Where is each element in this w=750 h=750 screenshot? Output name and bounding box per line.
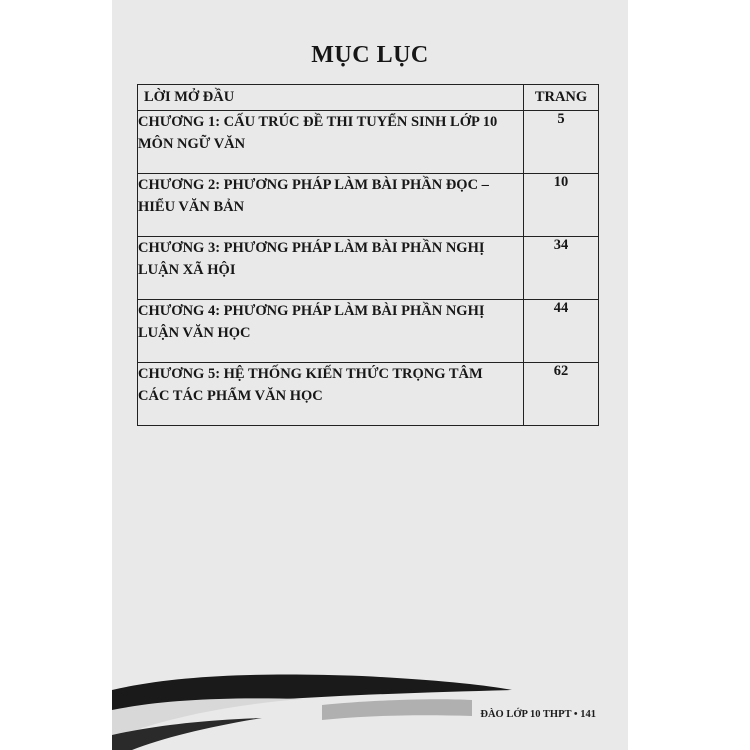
page-number: 62 [524, 363, 599, 426]
chapter-title-line: CHƯƠNG 2: PHƯƠNG PHÁP LÀM BÀI PHẦN ĐỌC – [138, 177, 489, 193]
chapter-title-line: LUẬN VĂN HỌC [138, 325, 251, 341]
chapter-title-line: MÔN NGỮ VĂN [138, 136, 246, 152]
chapter-title-line: CHƯƠNG 5: HỆ THỐNG KIẾN THỨC TRỌNG TÂM [138, 366, 483, 382]
chapter-title-line: CÁC TÁC PHẨM VĂN HỌC [138, 388, 323, 404]
chapter-title-line: HIỂU VĂN BẢN [138, 199, 245, 215]
page-title: MỤC LỤC [311, 42, 429, 68]
chapter-title-line: CHƯƠNG 3: PHƯƠNG PHÁP LÀM BÀI PHẦN NGHỊ [138, 240, 485, 256]
page-number: 10 [524, 174, 599, 237]
running-footer: ĐÀO LỚP 10 THPT • 141 [480, 709, 596, 720]
chapter-title-line: CHƯƠNG 4: PHƯƠNG PHÁP LÀM BÀI PHẦN NGHỊ [138, 303, 485, 319]
chapter-title-line: LUẬN XÃ HỘI [138, 262, 236, 278]
header-intro: LỜI MỞ ĐẦU [138, 85, 524, 111]
page-number: 44 [524, 300, 599, 363]
book-page [112, 0, 628, 750]
header-page: TRANG [524, 85, 599, 111]
page-number: 34 [524, 237, 599, 300]
decorative-swoosh [112, 0, 628, 750]
page-number: 5 [524, 111, 599, 174]
chapter-title-line: CHƯƠNG 1: CẤU TRÚC ĐỀ THI TUYỂN SINH LỚP 10 [138, 114, 498, 130]
